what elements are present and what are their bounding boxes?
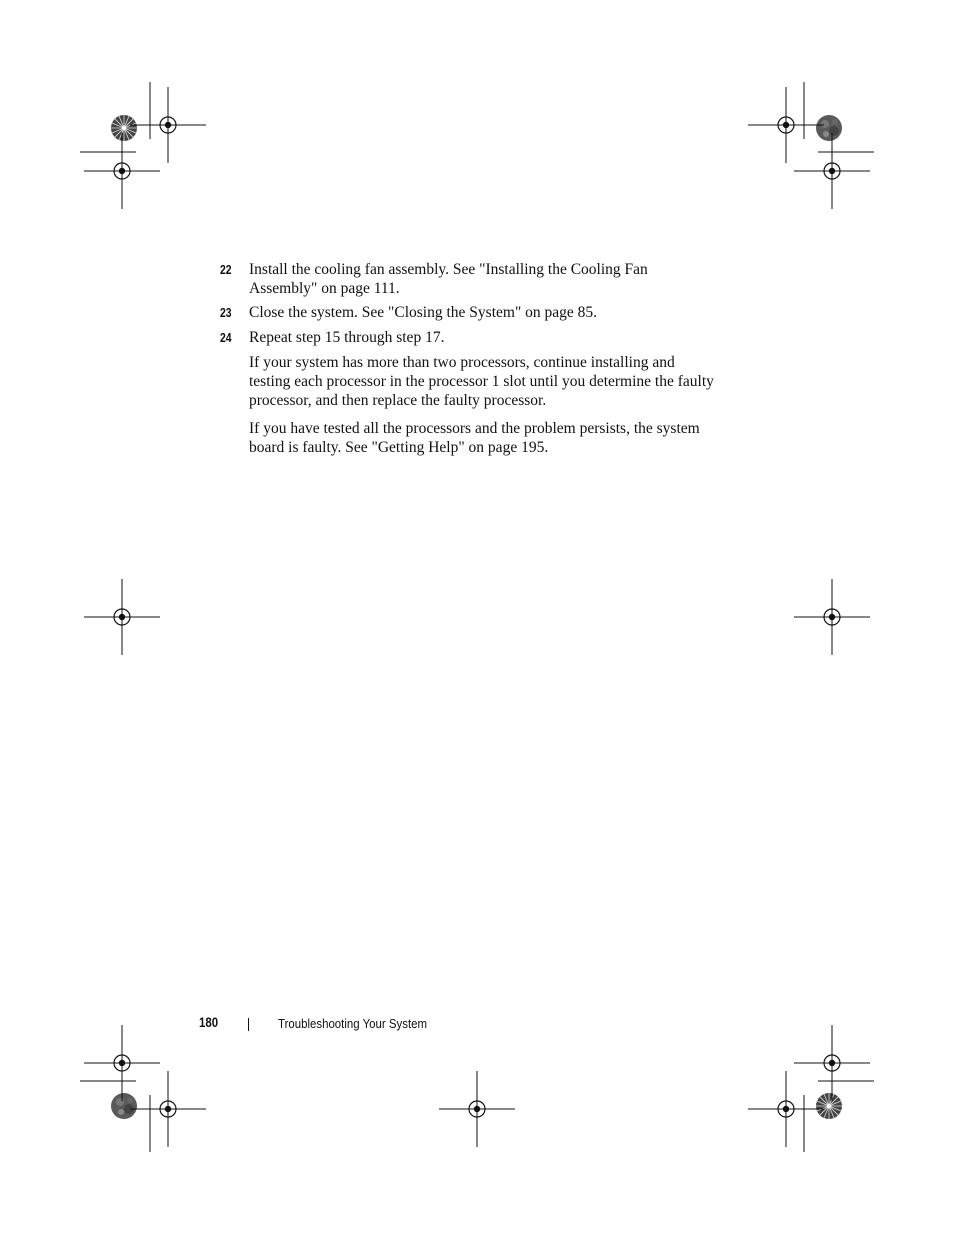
mottled-mark-icon <box>111 1093 137 1119</box>
registration-mark-icon <box>794 133 870 209</box>
registration-mark-icon <box>84 133 160 209</box>
step-number: 24 <box>220 330 232 345</box>
body-paragraph: If your system has more than two processors, continue installing and testing each processor in the processor 1 slot until you determine the faulty processor, and then replace the faulty processor. <box>249 354 714 409</box>
footer-divider <box>248 1018 249 1031</box>
mottled-mark-icon <box>816 115 842 141</box>
body-paragraph: If you have tested all the processors and the problem persists, the system board is faulty. See "Getting Help" on page 195. <box>249 420 700 456</box>
registration-mark-icon <box>439 1071 515 1147</box>
footer-section-title: Troubleshooting Your System <box>278 1016 428 1031</box>
step-number: 22 <box>220 262 232 277</box>
registration-mark-icon <box>130 87 206 163</box>
registration-mark-icon <box>84 1025 160 1101</box>
starburst-mark-icon <box>111 115 137 141</box>
page-number: 180 <box>199 1015 219 1030</box>
step-text: Repeat step 15 through step 17. <box>249 329 445 346</box>
registration-mark-icon <box>748 87 824 163</box>
registration-mark-icon <box>130 1071 206 1147</box>
registration-mark-icon <box>794 1025 870 1101</box>
registration-mark-icon <box>84 579 160 655</box>
registration-mark-icon <box>748 1071 824 1147</box>
starburst-mark-icon <box>816 1093 842 1119</box>
step-text: Install the cooling fan assembly. See "Installing the Cooling Fan Assembly" on page 111. <box>249 261 648 297</box>
step-text: Close the system. See "Closing the System" on page 85. <box>249 304 598 321</box>
registration-mark-icon <box>794 579 870 655</box>
step-number: 23 <box>220 305 232 320</box>
